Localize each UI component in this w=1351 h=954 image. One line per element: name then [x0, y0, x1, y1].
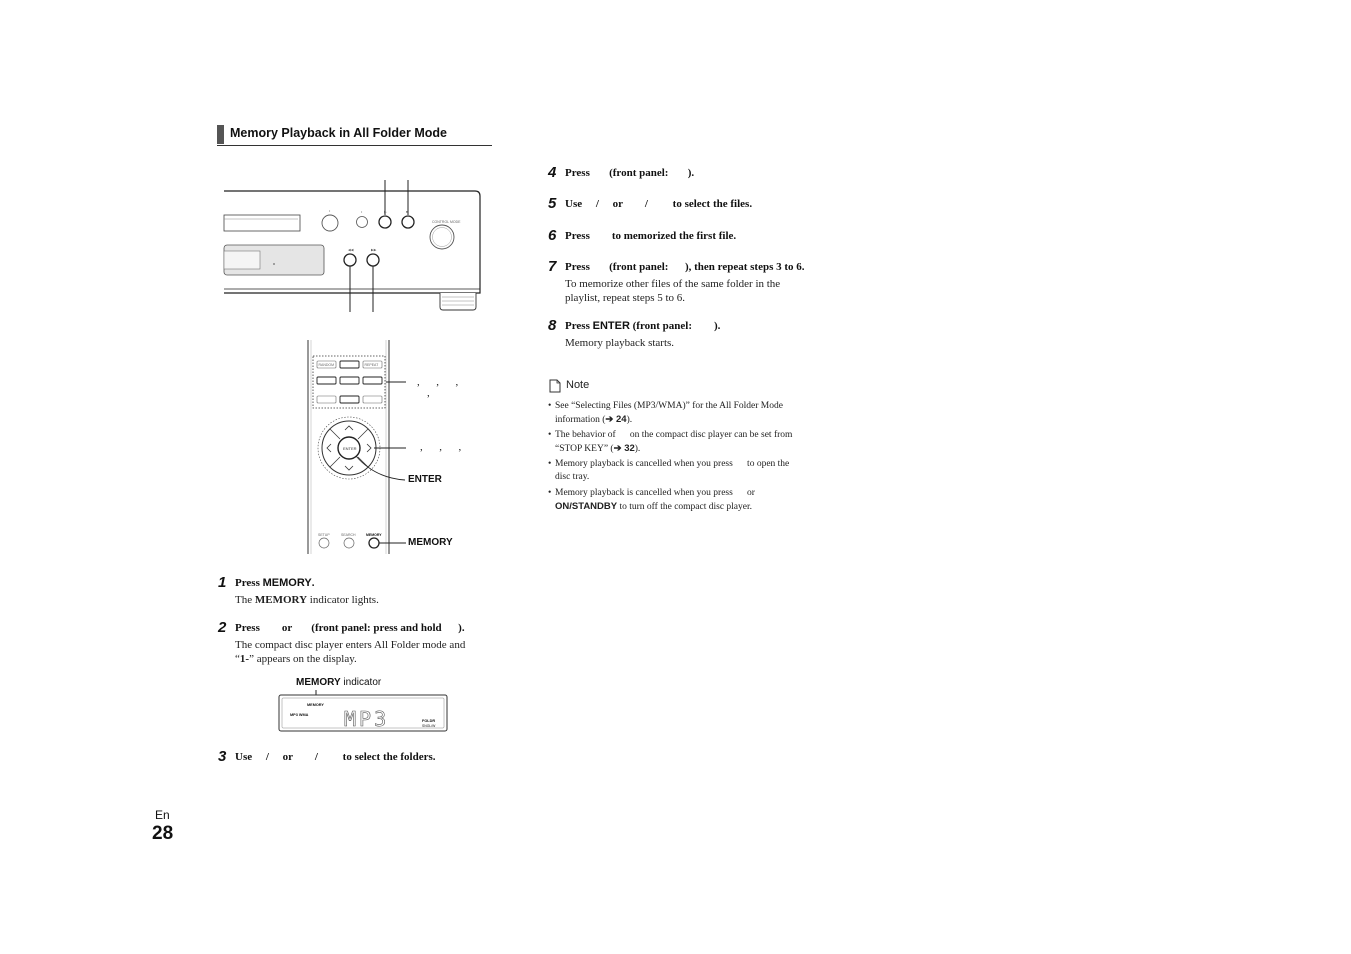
step-heading: Use / or / to select the folders. — [235, 751, 436, 763]
note-text-part: ). — [626, 415, 633, 425]
tiny-label: ▶ — [384, 210, 387, 214]
key-name: ON/STANDBY — [555, 501, 618, 512]
note-line: Memory playback is cancelled when you press to open the — [555, 459, 790, 469]
note-text — [555, 400, 820, 427]
memory-button — [369, 538, 379, 548]
note-text-part: information ( — [555, 415, 606, 425]
desc-text: indicator lights. — [307, 594, 379, 606]
play-remote-button — [340, 377, 359, 384]
step-text: . — [311, 577, 315, 589]
callout-commas-top: , , , — [417, 376, 459, 388]
display-illustration — [276, 688, 451, 734]
open-close-button — [357, 217, 368, 228]
tiny-label: • — [329, 209, 331, 213]
tiny-label: • — [361, 210, 363, 214]
desc-line: playlist, repeat steps 5 to 6. — [565, 292, 686, 304]
skip-back-remote-button — [317, 377, 336, 384]
tiny-label: ■ — [406, 210, 409, 214]
display-single-tag: SNGL/W — [422, 724, 436, 728]
desc-bold: 1- — [239, 653, 250, 665]
step-key-name: ENTER — [592, 320, 630, 332]
step-text: Press — [565, 320, 593, 332]
step-2 — [218, 619, 508, 668]
bullet: • — [548, 459, 552, 469]
step-6 — [548, 227, 838, 246]
indicator-dot — [273, 263, 275, 265]
desc-text: “ — [235, 653, 240, 665]
desc-text: ” appears on the display. — [249, 653, 357, 665]
display-folder-tag: FOLDR — [422, 719, 436, 723]
step-heading: Press to memorized the first file. — [565, 230, 737, 242]
note-line: Memory playback is cancelled when you press or — [555, 488, 755, 498]
memory-callout-label: MEMORY — [408, 537, 453, 548]
note-line — [555, 442, 820, 456]
step-description — [235, 638, 465, 666]
step-description — [565, 277, 780, 305]
arrow-icon: ➔ — [605, 414, 616, 425]
step-number: 4 — [548, 164, 557, 181]
step-7 — [548, 258, 838, 307]
note-line: disc tray. — [555, 472, 590, 482]
section-heading — [217, 124, 492, 146]
step-number: 1 — [218, 574, 227, 591]
desc-line: To memorize other files of the same folder in the — [565, 278, 781, 290]
note-text-part: “STOP KEY” ( — [555, 444, 614, 454]
step-heading: Press (front panel: ), then repeat steps 3 to 6. — [565, 261, 805, 273]
step-number: 3 — [218, 748, 227, 765]
step-heading — [565, 320, 720, 332]
rewind-button — [317, 396, 336, 403]
display-main-text: MP3 — [344, 707, 390, 731]
step-4 — [548, 164, 838, 183]
power-button — [322, 215, 338, 231]
step-number: 2 — [218, 619, 227, 636]
step-description: Memory playback starts. — [565, 337, 675, 349]
search-label: SEARCH — [341, 533, 356, 537]
note-text — [555, 429, 820, 456]
step-text: (front panel: ). — [629, 320, 721, 332]
tiny-label: ◀◀ — [348, 248, 354, 252]
skip-forward-button — [367, 254, 379, 266]
note-line — [555, 500, 820, 514]
step-3 — [218, 748, 508, 767]
page-language: En — [155, 808, 170, 822]
page-ref-link[interactable]: 32 — [624, 443, 635, 454]
step-1 — [218, 574, 508, 609]
step-heading: Use / or / to select the files. — [565, 198, 753, 210]
skip-forward-remote-button — [363, 377, 382, 384]
setup-label: SETUP — [318, 533, 330, 537]
page-ref-link[interactable]: 24 — [616, 414, 627, 425]
desc-text: The — [235, 594, 255, 606]
heading-bar — [217, 125, 224, 144]
page-number: 28 — [152, 823, 174, 844]
step-text: Press — [235, 577, 263, 589]
step-description — [235, 593, 379, 607]
arrow-icon: ➔ — [613, 443, 625, 454]
note-text-part: to turn off the compact disc player. — [617, 502, 753, 512]
bullet: • — [548, 430, 552, 440]
note-line: See “Selecting Files (MP3/WMA)” for the All Folder Mode — [555, 401, 783, 411]
stop-remote-button — [340, 396, 359, 403]
tiny-label: ▶▶ — [371, 248, 377, 252]
note-item — [548, 429, 818, 455]
desc-line: The compact disc player enters All Folder mode and — [235, 639, 466, 651]
section-title: Memory Playback in All Folder Mode — [230, 126, 447, 140]
play-button — [379, 216, 391, 228]
display-memory-tag: MEMORY — [307, 703, 324, 707]
note-title: Note — [566, 379, 590, 391]
disc-tray — [224, 215, 300, 231]
step-key-name: MEMORY — [262, 577, 312, 589]
front-display-inner — [224, 251, 260, 269]
repeat-label: REPEAT — [364, 363, 379, 367]
step-heading — [235, 577, 314, 589]
note-text — [555, 458, 820, 484]
stop-button — [402, 216, 414, 228]
step-heading: Press (front panel: ). — [565, 167, 695, 179]
note-text-part: ). — [634, 444, 641, 454]
desc-bold: MEMORY — [254, 594, 308, 606]
bullet: • — [548, 401, 552, 411]
callout-commas-nav: , , , — [420, 441, 462, 453]
desc-line — [235, 652, 465, 666]
indicator-text: indicator — [340, 677, 382, 688]
step-number: 7 — [548, 258, 557, 275]
note-item — [548, 487, 818, 513]
enter-button-label: ENTER — [343, 446, 357, 451]
random-label: RANDOM — [318, 363, 335, 367]
note-item — [548, 458, 818, 484]
fast-forward-button — [363, 396, 382, 403]
enter-callout-label: ENTER — [408, 474, 442, 485]
panel-foot — [440, 293, 476, 310]
note-line — [555, 413, 820, 427]
control-mode-label: CONTROL MODE — [432, 220, 461, 224]
memory-indicator-label — [296, 677, 381, 688]
control-mode-knob — [430, 225, 454, 249]
bullet: • — [548, 488, 552, 498]
front-panel-illustration — [220, 175, 485, 315]
search-button — [344, 538, 354, 548]
step-8 — [548, 317, 838, 352]
display-mode-tag: MP3 WMA — [290, 713, 309, 717]
note-line: The behavior of on the compact disc player can be set from — [555, 430, 793, 440]
note-item — [548, 400, 818, 426]
skip-back-button — [344, 254, 356, 266]
memory-remote-label: MEMORY — [366, 533, 382, 537]
step-5 — [548, 195, 838, 214]
note-text — [555, 487, 820, 514]
indicator-bold: MEMORY — [296, 677, 341, 688]
callout-comma-mid: , — [427, 387, 430, 399]
setup-button — [319, 538, 329, 548]
note-icon — [548, 379, 562, 393]
step-number: 8 — [548, 317, 557, 334]
step-heading: Press or (front panel: press and hold ). — [235, 622, 465, 634]
step-number: 5 — [548, 195, 557, 212]
play-pause-button — [340, 361, 359, 368]
step-number: 6 — [548, 227, 557, 244]
